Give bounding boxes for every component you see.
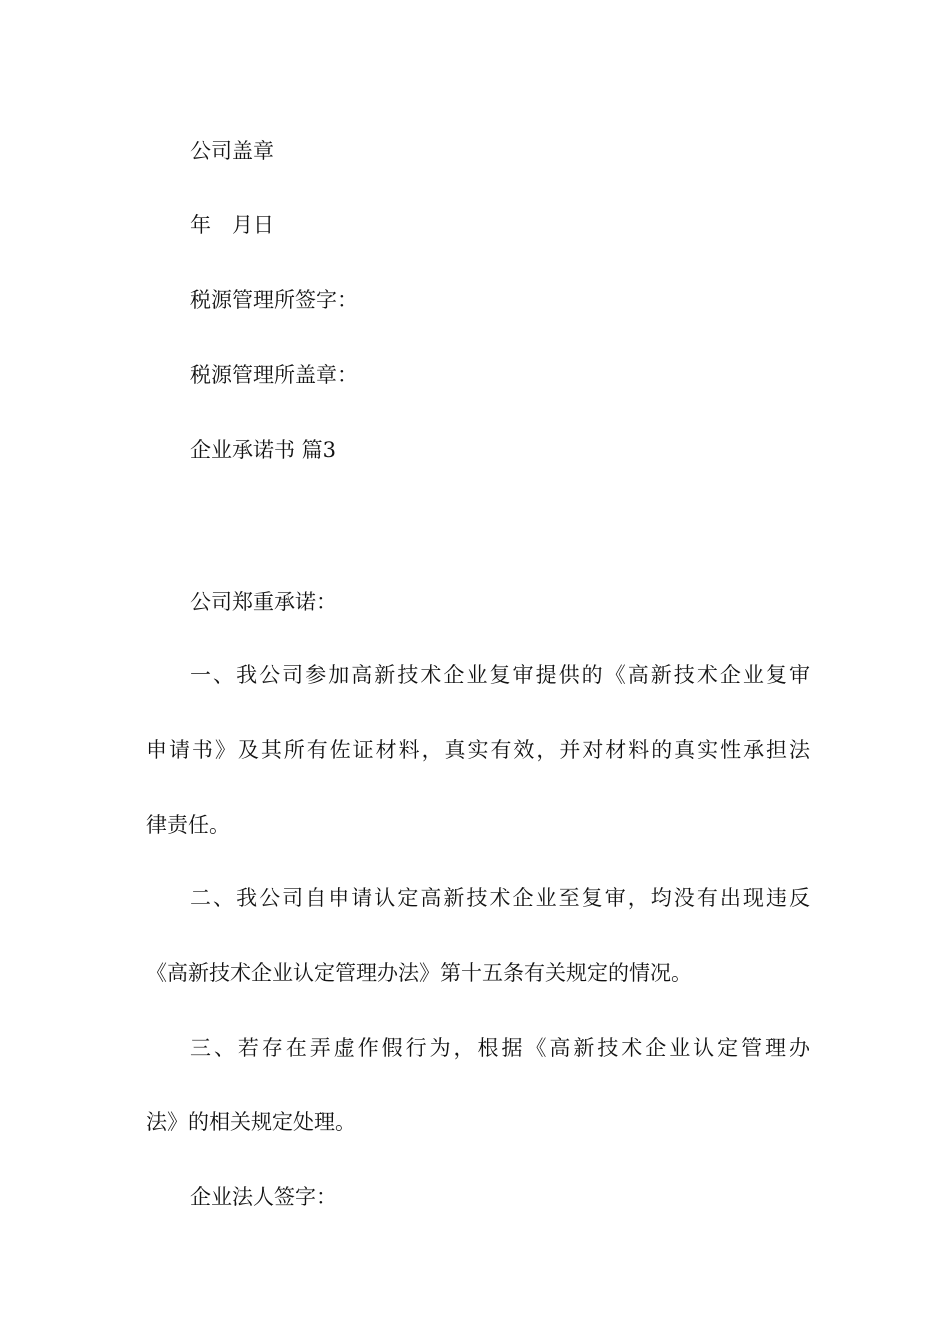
clause-2-line-1: 二、我公司自申请认定高新技术企业至复审，均没有出现违反 xyxy=(190,886,810,910)
section-heading: 企业承诺书 篇3 xyxy=(190,438,337,462)
clause-1-line-3: 律责任。 xyxy=(146,813,230,837)
clause-3-line-2: 法》的相关规定处理。 xyxy=(146,1110,356,1134)
tax-office-seal-line: 税源管理所盖章： xyxy=(190,363,358,387)
tax-office-signature-line: 税源管理所签字： xyxy=(190,288,358,312)
clause-3-line-1: 三、若存在弄虚作假行为，根据《高新技术企业认定管理办 xyxy=(190,1036,810,1060)
company-seal-line: 公司盖章 xyxy=(190,139,274,163)
clause-2-line-2: 《高新技术企业认定管理办法》第十五条有关规定的情况。 xyxy=(146,961,692,985)
clause-1-line-2: 申请书》及其所有佐证材料，真实有效，并对材料的真实性承担法 xyxy=(146,738,810,762)
legal-rep-signature-line: 企业法人签字： xyxy=(190,1185,337,1209)
pledge-intro: 公司郑重承诺： xyxy=(190,590,337,614)
clause-1-line-1: 一、我公司参加高新技术企业复审提供的《高新技术企业复审 xyxy=(190,663,810,687)
date-line: 年 月日 xyxy=(190,213,274,237)
